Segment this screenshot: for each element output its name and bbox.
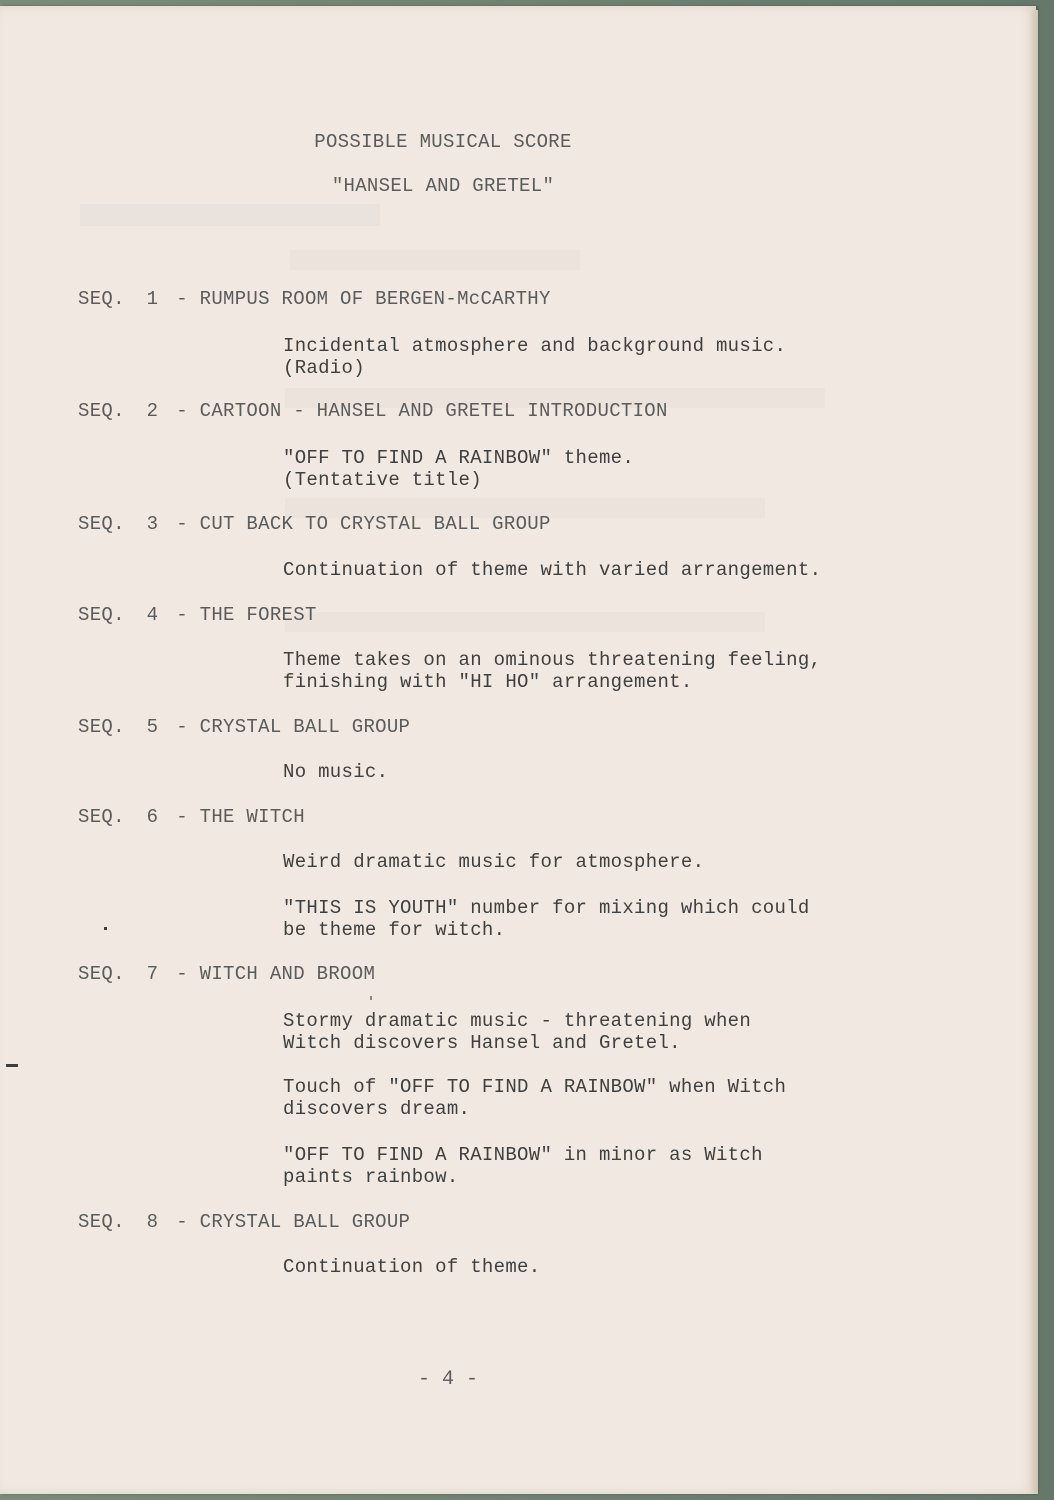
seq-prefix: SEQ. [78,604,125,626]
seq-title: CRYSTAL BALL GROUP [199,1211,411,1233]
seq-prefix: SEQ. [78,513,125,535]
seq-number: 3 [146,513,159,535]
seq-title: CRYSTAL BALL GROUP [199,716,411,738]
sequence-note: No music. [283,761,389,783]
sequence-note: "OFF TO FIND A RAINBOW" in minor as Witch paints rainbow. [283,1144,763,1188]
seq-prefix: SEQ. [78,963,125,985]
sequence-note: Stormy dramatic music - threatening when Witch discovers Hansel and Gretel. [283,1010,752,1054]
margin-speck [104,927,107,930]
sequence-heading: SEQ. 3 - CUT BACK TO CRYSTAL BALL GROUP [78,513,551,535]
seq-prefix: SEQ. [78,1211,125,1233]
title-line-2: "HANSEL AND GRETEL" [331,175,555,197]
sequence-note: Theme takes on an ominous threatening feeling, finishing with "HI HO" arrangement. [283,649,822,693]
sequence-heading: SEQ. 6 - THE WITCH [78,806,305,828]
seq-number: 5 [146,716,159,738]
seq-title: CUT BACK TO CRYSTAL BALL GROUP [199,513,551,535]
page-edge [1030,10,1038,1494]
seq-number: 1 [146,288,159,310]
sequence-heading: SEQ. 2 - CARTOON - HANSEL AND GRETEL INTRODUCTION [78,400,668,422]
sequence-note: Weird dramatic music for atmosphere. [283,851,705,873]
page-number: - 4 - [418,1368,479,1391]
margin-speck [6,1064,18,1067]
sequence-heading: SEQ. 7 - WITCH AND BROOM [78,963,376,985]
seq-title: CARTOON - HANSEL AND GRETEL INTRODUCTION [199,400,668,422]
sequence-note: Touch of "OFF TO FIND A RAINBOW" when Witch discovers dream. [283,1076,787,1120]
seq-prefix: SEQ. [78,288,125,310]
seq-title: WITCH AND BROOM [199,963,376,985]
sequence-note: "THIS IS YOUTH" number for mixing which could be theme for witch. [283,897,810,941]
seq-prefix: SEQ. [78,806,125,828]
seq-number: 2 [146,400,159,422]
sequence-heading: SEQ. 1 - RUMPUS ROOM OF BERGEN-McCARTHY [78,288,551,310]
sequence-note: Continuation of theme with varied arrangement. [283,559,822,581]
seq-number: 7 [146,963,159,985]
seq-prefix: SEQ. [78,400,125,422]
sequence-heading: SEQ. 5 - CRYSTAL BALL GROUP [78,716,411,738]
seq-number: 6 [146,806,159,828]
sequence-note: "OFF TO FIND A RAINBOW" theme. (Tentative title) [283,447,635,491]
seq-title: THE WITCH [199,806,305,828]
seq-title: THE FOREST [199,604,317,626]
sequence-note: Incidental atmosphere and background music. (Radio) [283,335,787,379]
seq-number: 8 [146,1211,159,1233]
sequence-note: Continuation of theme. [283,1256,541,1278]
seq-title: RUMPUS ROOM OF BERGEN-McCARTHY [199,288,551,310]
title-line-1: POSSIBLE MUSICAL SCORE [314,131,572,153]
sequence-heading: SEQ. 4 - THE FOREST [78,604,317,626]
seq-prefix: SEQ. [78,716,125,738]
sequence-heading: SEQ. 8 - CRYSTAL BALL GROUP [78,1211,411,1233]
margin-speck [370,996,372,1000]
seq-number: 4 [146,604,159,626]
